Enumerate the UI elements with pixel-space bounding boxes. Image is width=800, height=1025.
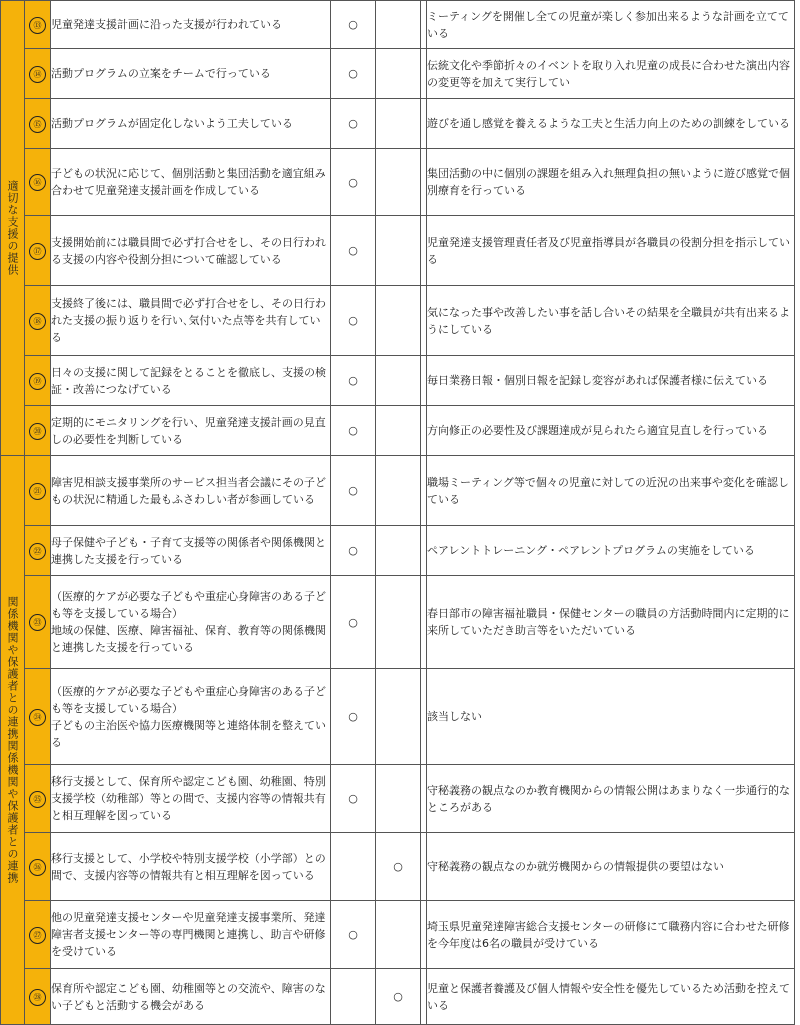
item-number-label: ⑬: [29, 17, 46, 34]
no-mark: [376, 1, 421, 49]
item-number-label: ㉕: [29, 791, 46, 808]
item-number: [25, 149, 51, 216]
item-text: 支援開始前には職員間で必ず打合せをし、その日行われる支援の内容や役割分担について確認している: [51, 216, 331, 286]
item-number: [25, 406, 51, 456]
no-mark: [376, 216, 421, 286]
item-number: [25, 286, 51, 356]
item-text: 日々の支援に関して記録をとることを徹底し、支援の検証・改善につなげている: [51, 356, 331, 406]
no-mark: [376, 576, 421, 669]
item-number-label: ㉖: [29, 859, 46, 876]
note-text: 毎日業務日報・個別日報を記録し変容があれば保護者様に伝えている: [427, 356, 795, 406]
no-mark: [376, 356, 421, 406]
note-text: 職場ミーティング等で個々の児童に対しての近況の出来事や変化を確認している: [427, 456, 795, 526]
category-provision: 適切な支援の提供: [1, 1, 25, 456]
yes-mark: ○: [331, 576, 376, 669]
item-text: 児童発達支援計画に沿った支援が行われている: [51, 1, 331, 49]
item-number: [25, 49, 51, 99]
note-text: 気になった事や改善したい事を話し合いその結果を全職員が共有出来るようにしている: [427, 286, 795, 356]
item-number-label: ⑯: [29, 174, 46, 191]
yes-mark: [331, 969, 376, 1025]
table-row: [1, 456, 795, 526]
item-number-label: ㉔: [29, 709, 46, 726]
note-text: ミーティングを開催し全ての児童が楽しく参加出来るような計画を立てている: [427, 1, 795, 49]
note-text: 守秘義務の観点なのか教育機関からの情報公開はあまりなく一歩通行的なところがある: [427, 765, 795, 833]
item-text: 移行支援として、保育所や認定こども園、幼稚園、特別支援学校（幼稚部）等との間で、支援内容等の情報共有と相互理解を図っている: [51, 765, 331, 833]
no-mark: ○: [376, 969, 421, 1025]
item-text: 移行支援として、小学校や特別支援学校（小学部）との間で、支援内容等の情報共有と相互理解を図っている: [51, 833, 331, 901]
item-number: [25, 356, 51, 406]
item-number-label: ⑲: [29, 373, 46, 390]
note-text: ペアレントトレーニング・ペアレントプログラムの実施をしている: [427, 526, 795, 576]
item-text: 活動プログラムの立案をチームで行っている: [51, 49, 331, 99]
yes-mark: ○: [331, 901, 376, 969]
note-text: 遊びを通し感覚を養えるような工夫と生活力向上のための訓練をしている: [427, 99, 795, 149]
yes-mark: ○: [331, 216, 376, 286]
table-row: [1, 149, 795, 216]
item-text: 保育所や認定こども園、幼稚園等との交流や、障害のない子どもと活動する機会がある: [51, 969, 331, 1025]
note-text: 児童発達支援管理責任者及び児童指導員が各職員の役割分担を指示している: [427, 216, 795, 286]
no-mark: ○: [376, 833, 421, 901]
note-text: 守秘義務の観点なのか就労機関からの情報提供の要望はない: [427, 833, 795, 901]
yes-mark: [331, 833, 376, 901]
table-row: [1, 406, 795, 456]
item-text: （医療的ケアが必要な子どもや重症心身障害のある子ども等を支援している場合） 子どもの主治医や協力医療機関等と連絡体制を整えている: [51, 669, 331, 765]
no-mark: [376, 526, 421, 576]
item-text: 母子保健や子ども・子育て支援等の関係者や関係機関と連携した支援を行っている: [51, 526, 331, 576]
no-mark: [376, 901, 421, 969]
item-number-label: ⑭: [29, 66, 46, 83]
item-text: （医療的ケアが必要な子どもや重症心身障害のある子ども等を支援している場合） 地域の保健、医療、障害福祉、保育、教育等の関係機関と連携した支援を行っている: [51, 576, 331, 669]
table-row: [1, 99, 795, 149]
yes-mark: ○: [331, 1, 376, 49]
table-row: [1, 49, 795, 99]
item-number: [25, 216, 51, 286]
item-number-label: ㉓: [29, 614, 46, 631]
table-row: [1, 216, 795, 286]
yes-mark: ○: [331, 456, 376, 526]
item-number: [25, 901, 51, 969]
item-number: [25, 1, 51, 49]
yes-mark: ○: [331, 669, 376, 765]
item-text: 障害児相談支援事業所のサービス担当者会議にその子どもの状況に精通した最もふさわしい者が参画している: [51, 456, 331, 526]
item-number-label: ⑱: [29, 313, 46, 330]
no-mark: [376, 669, 421, 765]
yes-mark: ○: [331, 406, 376, 456]
no-mark: [376, 406, 421, 456]
note-text: 方向修正の必要性及び課題達成が見られたら適宜見直しを行っている: [427, 406, 795, 456]
item-number: [25, 576, 51, 669]
table-row: [1, 901, 795, 969]
no-mark: [376, 99, 421, 149]
yes-mark: ○: [331, 356, 376, 406]
item-number: [25, 526, 51, 576]
item-number: [25, 669, 51, 765]
table-row: [1, 969, 795, 1025]
item-number-label: ⑳: [29, 423, 46, 440]
item-number-label: ⑰: [29, 243, 46, 260]
table-row: [1, 576, 795, 669]
table-row: [1, 765, 795, 833]
table-row: [1, 833, 795, 901]
item-number-label: ㉒: [29, 543, 46, 560]
no-mark: [376, 149, 421, 216]
item-text: 他の児童発達支援センターや児童発達支援事業所、発達障害者支援センター等の専門機関と連携し、助言や研修を受けている: [51, 901, 331, 969]
table-row: [1, 669, 795, 765]
yes-mark: ○: [331, 99, 376, 149]
table-row: [1, 1, 795, 49]
yes-mark: ○: [331, 526, 376, 576]
item-number: [25, 765, 51, 833]
item-text: 活動プログラムが固定化しないよう工夫している: [51, 99, 331, 149]
item-number-label: ㉗: [29, 927, 46, 944]
no-mark: [376, 286, 421, 356]
note-text: 児童と保護者養護及び個人情報や安全性を優先しているため活動を控えている: [427, 969, 795, 1025]
item-text: 子どもの状況に応じて、個別活動と集団活動を適宜組み合わせて児童発達支援計画を作成している: [51, 149, 331, 216]
no-mark: [376, 49, 421, 99]
table-row: [1, 526, 795, 576]
category-cooperation: 関係機関や保護者との連携関係機関や保護者との連携: [1, 456, 25, 1025]
note-text: 該当しない: [427, 669, 795, 765]
no-mark: [376, 456, 421, 526]
table-row: [1, 286, 795, 356]
item-number: [25, 833, 51, 901]
item-text: 定期的にモニタリングを行い、児童発達支援計画の見直しの必要性を判断している: [51, 406, 331, 456]
table-row: [1, 356, 795, 406]
yes-mark: ○: [331, 765, 376, 833]
item-number-label: ㉑: [29, 483, 46, 500]
item-number: [25, 969, 51, 1025]
item-number: [25, 456, 51, 526]
yes-mark: ○: [331, 149, 376, 216]
note-text: 春日部市の障害福祉職員・保健センターの職員の方活動時間内に定期的に来所していただき助言等をいただいている: [427, 576, 795, 669]
item-text: 支援終了後には、職員間で必ず打合せをし、その日行われた支援の振り返りを行い､気付いた点等を共有している: [51, 286, 331, 356]
note-text: 埼玉県児童発達障害総合支援センターの研修にて職務内容に合わせた研修を今年度は6名の職員が受けている: [427, 901, 795, 969]
yes-mark: ○: [331, 286, 376, 356]
note-text: 伝統文化や季節折々のイベントを取り入れ児童の成長に合わせた演出内容の変更等を加えて実行してい: [427, 49, 795, 99]
no-mark: [376, 765, 421, 833]
note-text: 集団活動の中に個別の課題を組み入れ無理負担の無いように遊び感覚で個別療育を行っている: [427, 149, 795, 216]
item-number: [25, 99, 51, 149]
yes-mark: ○: [331, 49, 376, 99]
item-number-label: ⑮: [29, 116, 46, 133]
item-number-label: ㉘: [29, 989, 46, 1006]
